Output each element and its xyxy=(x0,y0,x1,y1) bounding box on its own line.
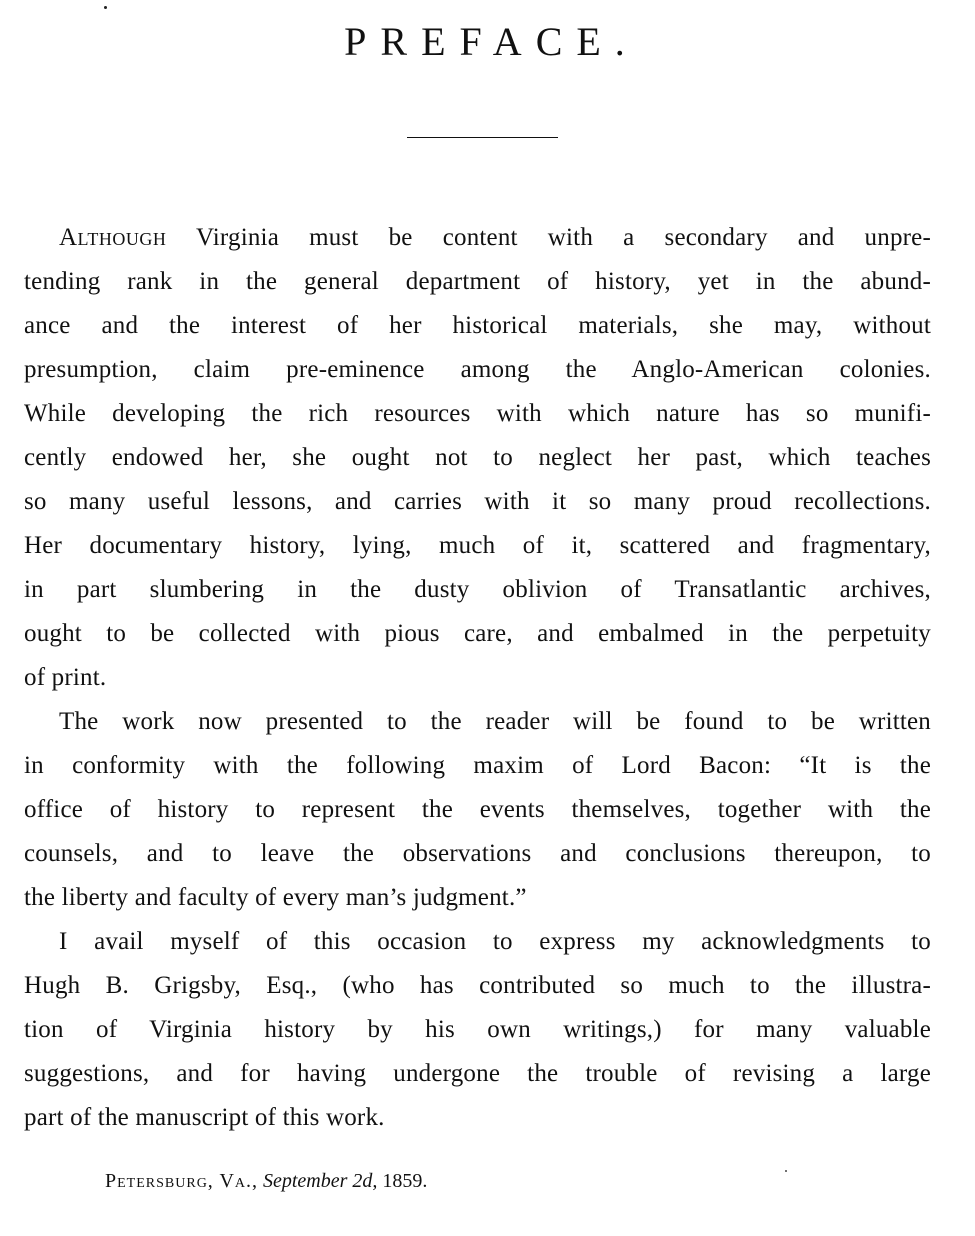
text-line: suggestions, and for having undergone the trouble of revising a large xyxy=(24,1060,931,1087)
signature-line xyxy=(105,1168,427,1194)
page-title: PREFACE. xyxy=(344,19,639,64)
signature-place: Petersburg, Va., xyxy=(105,1170,258,1192)
text-line: part of the manuscript of this work. xyxy=(24,1104,385,1131)
text-line: Hugh B. Grigsby, Esq., (who has contributed so much to the illustra- xyxy=(24,972,931,999)
signature-year: 1859. xyxy=(382,1170,428,1192)
text-line: While developing the rich resources with which nature has so munifi- xyxy=(24,400,931,427)
text-line: counsels, and to leave the observations and conclusions thereupon, to xyxy=(24,840,931,867)
text-line: of print. xyxy=(24,664,107,691)
text-line: ance and the interest of her historical materials, she may, without xyxy=(24,312,931,339)
text-line: Her documentary history, lying, much of it, scattered and fragmentary, xyxy=(24,532,931,559)
print-speck xyxy=(104,6,107,9)
text-line: office of history to represent the events themselves, together with the xyxy=(24,796,931,823)
text-line: presumption, claim pre-eminence among the Anglo-American colonies. xyxy=(24,356,931,383)
text-line: tion of Virginia history by his own writings,) for many valuable xyxy=(24,1016,931,1043)
text-line: tending rank in the general department of history, yet in the abund- xyxy=(24,268,931,295)
text-line: The work now presented to the reader will be found to be written xyxy=(59,708,931,735)
paragraph-1 xyxy=(24,216,931,700)
paragraph-3 xyxy=(24,920,931,1140)
title-rule-divider xyxy=(407,137,558,138)
text-line: in part slumbering in the dusty oblivion of Transatlantic archives, xyxy=(24,576,931,603)
signature-date: September 2d, xyxy=(263,1170,378,1192)
text-line: in conformity with the following maxim of Lord Bacon: “It is the xyxy=(24,752,931,779)
drop-lead-word: Although xyxy=(59,224,167,251)
text-line: the liberty and faculty of every man’s judgment.” xyxy=(24,884,527,911)
preface-body xyxy=(24,216,931,1140)
line-text: Virginia must be content with a secondary and unpre- xyxy=(166,224,931,251)
text-line: ought to be collected with pious care, and embalmed in the perpetuity xyxy=(24,620,931,647)
print-speck xyxy=(785,1170,787,1172)
text-line: cently endowed her, she ought not to neglect her past, which teaches xyxy=(24,444,931,471)
paragraph-2 xyxy=(24,700,931,920)
text-line xyxy=(24,216,931,260)
text-line: so many useful lessons, and carries with it so many proud recollections. xyxy=(24,488,931,515)
text-line: I avail myself of this occasion to express my acknowledgments to xyxy=(59,928,931,955)
